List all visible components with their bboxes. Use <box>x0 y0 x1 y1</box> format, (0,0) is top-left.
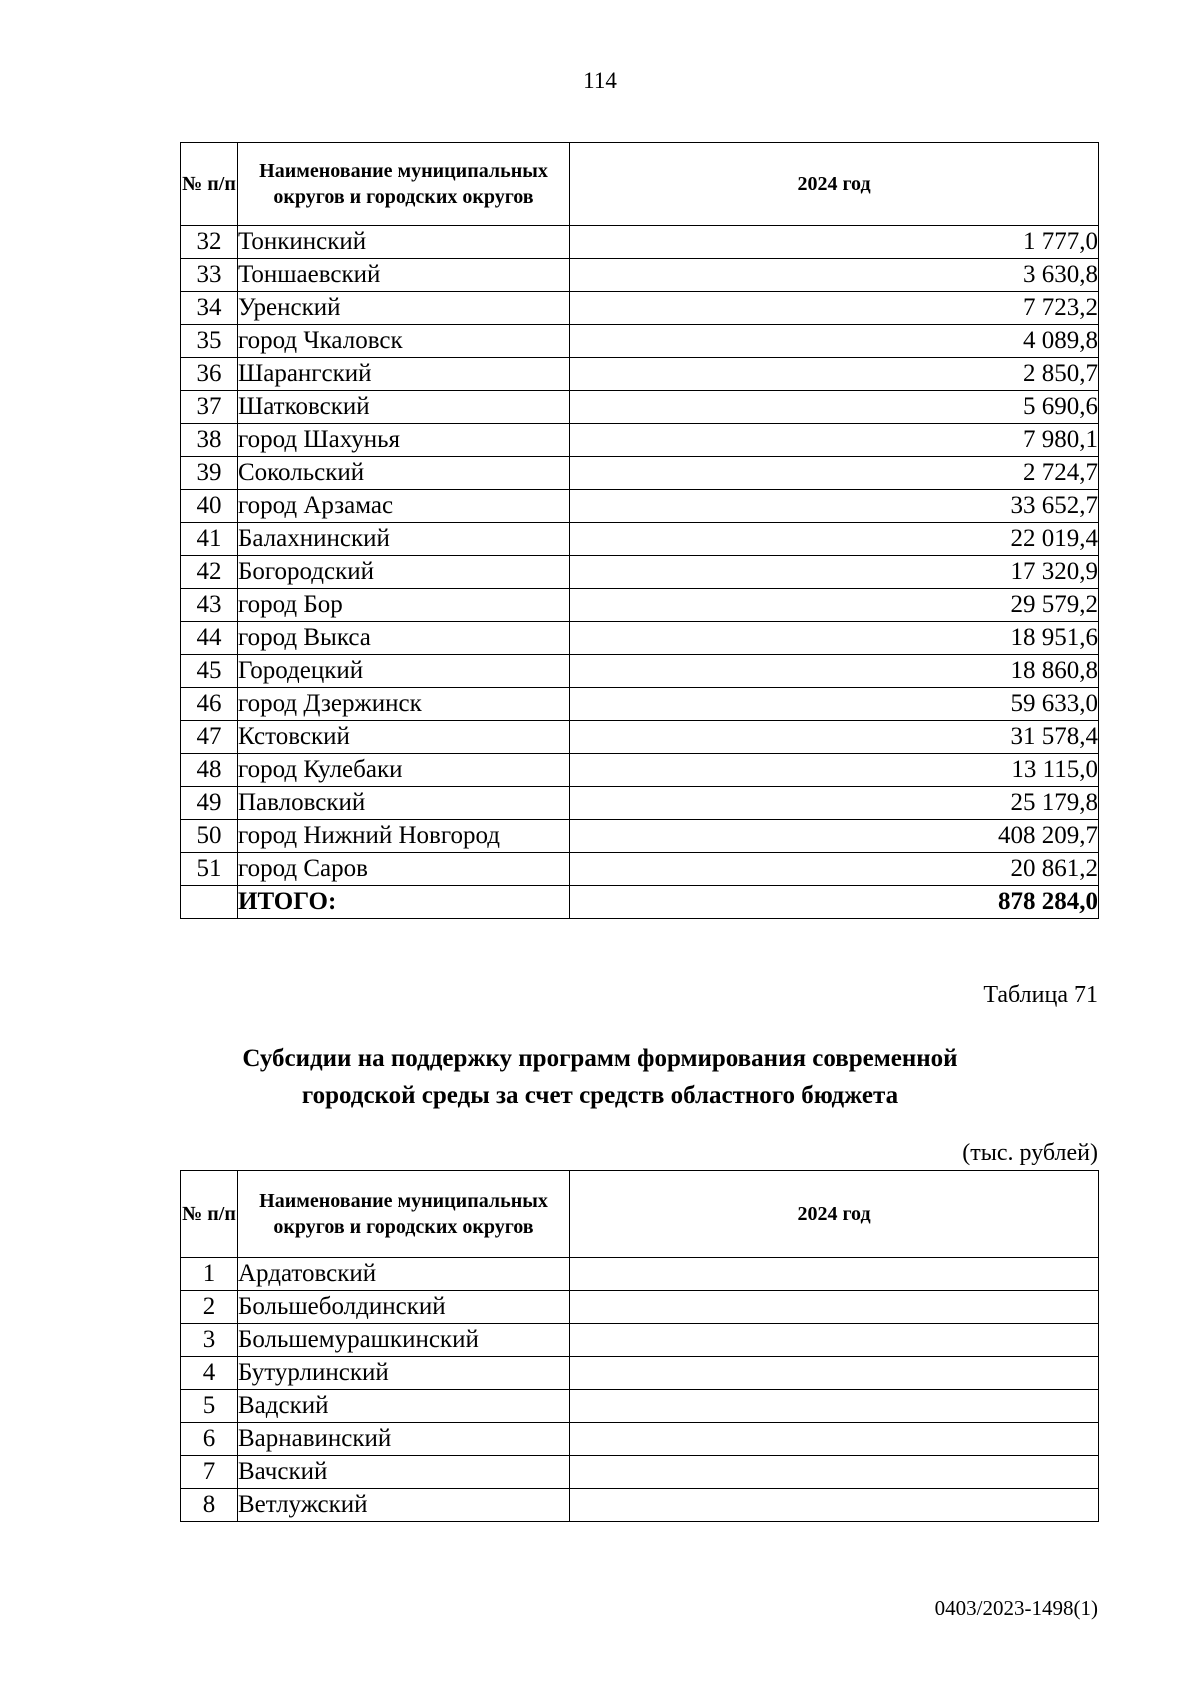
amount-value <box>570 1357 1099 1390</box>
district-name: город Выкса <box>238 622 570 655</box>
district-name: город Кулебаки <box>238 754 570 787</box>
amount-value: 33 652,7 <box>570 490 1099 523</box>
district-name: Кстовский <box>238 721 570 754</box>
row-number: 4 <box>181 1357 238 1390</box>
amount-value: 18 860,8 <box>570 655 1099 688</box>
column-header-number: № п/п <box>181 1171 238 1258</box>
amount-value <box>570 1423 1099 1456</box>
amount-value: 22 019,4 <box>570 523 1099 556</box>
row-number: 33 <box>181 259 238 292</box>
amount-value <box>570 1390 1099 1423</box>
table-row <box>181 1258 1099 1291</box>
amount-value: 3 630,8 <box>570 259 1099 292</box>
amount-value <box>570 1324 1099 1357</box>
row-number: 6 <box>181 1423 238 1456</box>
table-row <box>181 259 1099 292</box>
row-number: 48 <box>181 754 238 787</box>
table-header-row <box>181 143 1099 226</box>
district-name: Шарангский <box>238 358 570 391</box>
table-header-row <box>181 1171 1099 1258</box>
row-number: 43 <box>181 589 238 622</box>
row-number: 42 <box>181 556 238 589</box>
row-number: 7 <box>181 1456 238 1489</box>
amount-value: 408 209,7 <box>570 820 1099 853</box>
row-number: 8 <box>181 1489 238 1522</box>
district-name: Тонкинский <box>238 226 570 259</box>
total-label: ИТОГО: <box>238 886 570 919</box>
row-number: 38 <box>181 424 238 457</box>
total-value: 878 284,0 <box>570 886 1099 919</box>
column-header-number: № п/п <box>181 143 238 226</box>
table-row <box>181 853 1099 886</box>
district-name: Большеболдинский <box>238 1291 570 1324</box>
subsidy-table <box>180 1170 1099 1522</box>
district-name: Большемурашкинский <box>238 1324 570 1357</box>
amount-value: 17 320,9 <box>570 556 1099 589</box>
table-row <box>181 391 1099 424</box>
row-number: 34 <box>181 292 238 325</box>
row-number: 51 <box>181 853 238 886</box>
table-row <box>181 589 1099 622</box>
section-title-line-2: городской среды за счет средств областного бюджета <box>301 1082 899 1109</box>
table-row <box>181 358 1099 391</box>
amount-value <box>570 1456 1099 1489</box>
table-row <box>181 1291 1099 1324</box>
district-name: город Дзержинск <box>238 688 570 721</box>
row-number: 3 <box>181 1324 238 1357</box>
amount-value: 4 089,8 <box>570 325 1099 358</box>
row-number: 46 <box>181 688 238 721</box>
district-name: Шатковский <box>238 391 570 424</box>
district-name: Бутурлинский <box>238 1357 570 1390</box>
table-row <box>181 490 1099 523</box>
district-name: Вадский <box>238 1390 570 1423</box>
amount-value: 13 115,0 <box>570 754 1099 787</box>
column-header-name: Наименование муниципальных округов и городских округов <box>238 143 570 226</box>
row-number: 39 <box>181 457 238 490</box>
amount-value: 1 777,0 <box>570 226 1099 259</box>
table-row <box>181 1489 1099 1522</box>
column-header-name: Наименование муниципальных округов и городских округов <box>238 1171 570 1258</box>
document-code: 0403/2023-1498(1) <box>934 1596 1098 1620</box>
column-header-year: 2024 год <box>570 143 1099 226</box>
page-number: 114 <box>583 68 617 93</box>
amount-value <box>570 1258 1099 1291</box>
row-number: 5 <box>181 1390 238 1423</box>
amount-value: 5 690,6 <box>570 391 1099 424</box>
table-row <box>181 787 1099 820</box>
table-row <box>181 688 1099 721</box>
table-row <box>181 1324 1099 1357</box>
table-row <box>181 721 1099 754</box>
total-number-cell <box>181 886 238 919</box>
amount-value: 29 579,2 <box>570 589 1099 622</box>
amount-value: 31 578,4 <box>570 721 1099 754</box>
table-row <box>181 622 1099 655</box>
row-number: 37 <box>181 391 238 424</box>
row-number: 36 <box>181 358 238 391</box>
table-row <box>181 754 1099 787</box>
table-row <box>181 1423 1099 1456</box>
district-name: Сокольский <box>238 457 570 490</box>
amount-value: 25 179,8 <box>570 787 1099 820</box>
row-number: 40 <box>181 490 238 523</box>
total-row <box>181 886 1099 919</box>
table-row <box>181 424 1099 457</box>
table-row <box>181 1390 1099 1423</box>
units-label: (тыс. рублей) <box>962 1140 1098 1166</box>
row-number: 44 <box>181 622 238 655</box>
district-name: город Нижний Новгород <box>238 820 570 853</box>
table-row <box>181 1456 1099 1489</box>
row-number: 50 <box>181 820 238 853</box>
allocation-table-continued <box>180 142 1099 919</box>
district-name: Богородский <box>238 556 570 589</box>
table-row <box>181 655 1099 688</box>
amount-value <box>570 1291 1099 1324</box>
amount-value: 2 850,7 <box>570 358 1099 391</box>
column-header-year: 2024 год <box>570 1171 1099 1258</box>
district-name: город Чкаловск <box>238 325 570 358</box>
district-name: Уренский <box>238 292 570 325</box>
table-row <box>181 523 1099 556</box>
district-name: Ветлужский <box>238 1489 570 1522</box>
amount-value: 20 861,2 <box>570 853 1099 886</box>
row-number: 47 <box>181 721 238 754</box>
row-number: 41 <box>181 523 238 556</box>
amount-value: 7 723,2 <box>570 292 1099 325</box>
table-caption: Таблица 71 <box>983 982 1098 1008</box>
table-row <box>181 226 1099 259</box>
table-row <box>181 820 1099 853</box>
district-name: город Шахунья <box>238 424 570 457</box>
amount-value: 2 724,7 <box>570 457 1099 490</box>
section-title-line-1: Субсидии на поддержку программ формирования современной <box>242 1045 958 1072</box>
row-number: 32 <box>181 226 238 259</box>
district-name: город Арзамас <box>238 490 570 523</box>
district-name: Павловский <box>238 787 570 820</box>
row-number: 49 <box>181 787 238 820</box>
district-name: город Саров <box>238 853 570 886</box>
row-number: 2 <box>181 1291 238 1324</box>
table-row <box>181 1357 1099 1390</box>
table-row <box>181 292 1099 325</box>
district-name: город Бор <box>238 589 570 622</box>
district-name: Балахнинский <box>238 523 570 556</box>
row-number: 1 <box>181 1258 238 1291</box>
amount-value: 7 980,1 <box>570 424 1099 457</box>
table-row <box>181 556 1099 589</box>
table-row <box>181 457 1099 490</box>
district-name: Ардатовский <box>238 1258 570 1291</box>
district-name: Тоншаевский <box>238 259 570 292</box>
row-number: 45 <box>181 655 238 688</box>
amount-value <box>570 1489 1099 1522</box>
district-name: Городецкий <box>238 655 570 688</box>
amount-value: 59 633,0 <box>570 688 1099 721</box>
district-name: Вачский <box>238 1456 570 1489</box>
district-name: Варнавинский <box>238 1423 570 1456</box>
table-row <box>181 325 1099 358</box>
amount-value: 18 951,6 <box>570 622 1099 655</box>
row-number: 35 <box>181 325 238 358</box>
section-title <box>0 1040 1200 1114</box>
